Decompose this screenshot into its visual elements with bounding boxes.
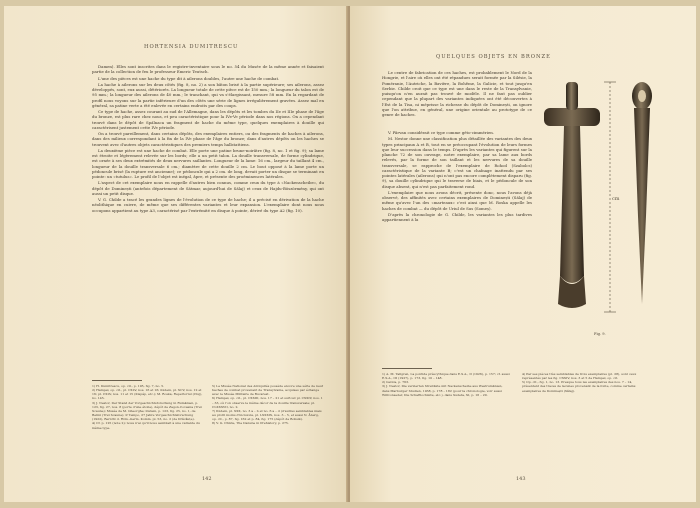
paragraph: L'exemplaire que nous avons décrit, présente donc, nous l'avons déjà observé, des affinités avec certains exemplaires de Dominești (Sălaj) de même qu'avec l'un des «marteaux» c'est ainsi que M. Roska appelle les haches de combat — du dépôt de Uriul de Sus (Someș). — [382, 189, 532, 211]
footnote: 4) Cf. p. 125 (note 2); nous n'ai qu'il nous semblait à une variante du même type. — [92, 421, 200, 430]
footnote-rule — [92, 380, 142, 381]
page-number-right: 143 — [516, 476, 526, 482]
left-body-text — [92, 64, 324, 214]
footnote: 3) J. Nestor, Die verzierten Streitäxte mit Nackenscheibe aus Westrumänien, dans Marburger Studien, 1938, p. 178 – 182 (pour la chronologie, voir aussi Willvonseder, Die Schaftlochäxte, etc.), dans Sudeta, XI, p. 16 – 20. — [382, 384, 503, 397]
scale-label: cm — [612, 196, 620, 202]
footnote: 1) A. M. Tallgren, La pontide préscythique dans E.S.A., II (1926), p. 157; cf. aussi E.S.A., III (1927), p. 173, fig. 10 – 148. — [382, 372, 510, 381]
footnote: 3) J. Nestor, Der Stand der Vorgeschichtsforschung in Rumänien, p. 123, fig. 27, nos. 8 (porte d'une étoile), dépôt de Zagon-Covasna (Treï Scaune); Musée de M. Gheorghe; ibidem, p. 123, fig. 25, no. 1, de Belini (Treï Scaune); P. Tempo, 27 Jahre Vorgeschichtsforschung (1922), Bericht d. Röm.-Germ. Komm. pl. 53, no. 2 (de Drăcăuțe). — [92, 400, 202, 422]
footnotes-left-col — [382, 372, 510, 397]
right-body-text — [382, 130, 532, 223]
left-page — [4, 6, 348, 502]
footnotes-right-col — [212, 384, 324, 426]
axe-front-view — [544, 82, 600, 308]
paragraph: L'aspect de cet exemplaire nous en rappelle d'autres bien connus, comme ceux du type à «Nackenscheibe», du dépôt de Dominești (antefois département de Sătmar, aujourd'hui de Sălaj) et ceux de Hajdu-Böszörmény, qui ont aussi un petit disque. — [92, 180, 324, 196]
paragraph: D'après la chronologie de G. Childe, les variantes les plus tardives appartiennent à la — [382, 211, 532, 222]
footnote: 5) Op. cit., fig. 1, no. 13. Presque tous les exemplaires des nos. 7 – 14, présentent des traces de lacunes provenant de la fonte, comme certains exemplaires de Dominești (Sălaj). — [522, 380, 636, 393]
page-number-left: 142 — [202, 476, 212, 482]
paragraph: M. Nestor donne une classification plus détaillée des variantes des deux types principaux A et B, tout en se préoccupant l'évolution de leurs formes que leur succession dans le temps. D'après les variantes qui figurent sur la planche 72 de son ouvrage, notre exemplaire, par sa lame aux bords relevés, par la forme de son taillant et les nervures de sa douille transversale, se rapproche de l'exemplaire de Rohod (Szabolcs) caractéristique de la variante B; c'est un chaînage inattendu par ses pointes latérales (ailerons) qui n'ont pas encore complètement disparu (fig. 9), sa douille cylindrique qui le traverse de biais, et le pédoncule de son disque absent, qui n'est pas parfaitement rond. — [382, 136, 532, 189]
footnote-rule — [382, 368, 432, 369]
running-head-left: HORTENSIA DUMITRESCU — [144, 44, 239, 50]
running-head-right: QUELQUES OBJETS EN BRONZE — [436, 54, 551, 60]
figure-caption: Fig. 9. — [594, 332, 606, 336]
footnote: 5) Le Musée National des Antiquités possède encore une série de neuf haches de combat provenant de Transylvanie, acquises par échange avec le Musée Militaire de Bucarest. — [212, 384, 323, 397]
paragraph: L'une des pièces est une hache du type dit à ailerons doubles, l'autre une hache de combat. — [98, 75, 280, 81]
paragraph: Damen). Elles sont inscrites dans le registre-inventaire sous le no. 54 du Musée de la même année et faisaient partie de la collection de feu le professeur Emeric Teutsch. — [92, 64, 324, 75]
axe-side-view — [632, 82, 652, 304]
paragraph: On a trouvé pareillement, dans certains dépôts, des exemplaires entiers, ou des fragments de haches à ailerons, dans des milieux correspondant à la fin de la IVe phase de l'âge du bronze; dans d'autres dépôts on les haches se trouvent avec d'autres objets caractéristiques des premiers temps hallstattiens. — [92, 131, 324, 147]
paragraph: Ce type de hache, assez courant au sud de l'Allemagne, dans les dépôts et les tombes du IIe et IIIe phase de l'âge du bronze, est plus rare chez nous, et peu caractéristique pour la IVe-Ve période dans nos régions. On a cependant trouvé dans le dépôt de Spálnaca un fragment de hache du même type, quelques exemplaires à douille qui caractérisent justement cette IVe période. — [92, 109, 324, 130]
paragraph: V. G. Childe a tracé les grandes lignes de l'évolution de ce type de hache; il a précisé en dérivation de la hache néolithique en cuivre, de même que ses différentes variantes et leur expansion. L'exemplaire dont nous nous occupons appartient au type A3, caractérisé par l'extrémité en disque à pointe, dérivé du type A2 (fig. 10). — [92, 197, 324, 213]
battle-axe-figure — [538, 76, 670, 328]
footnotes-left-col — [92, 384, 204, 430]
footnote: 6) Hampel, op. cit., pl. CXXIII, nos. 17 – 21 et surtout pl. CXXIV, nos. 1 – 33, où l'on observe le même décor de la douille transversale; pl. CLXXXVII, no. 2. — [212, 396, 323, 409]
footnote: 2) Hampel, op. cit., pl. CXLV, nos. 16 et 16; ibidem, pl. XCV, nos. 12 et 16; pl. CXLV, nos. 11 et 15 (Kispáp, etc.); M. Roska, Repertoriul (Cluj), no. 145. — [92, 388, 203, 401]
paragraph: V. Pârvan considérait ce type comme géto-cimmérien. — [388, 130, 494, 135]
paragraph: La deuxième pièce est une hache de combat. Elle porte une patine brune-noirâtre (fig. 8, no. 1 et fig. 9); sa lame est étroite et légèrement relevée sur les bords; elle a un petit talon. La douille transversale, de forme cylindrique, est ornée à ses deux extrémités de deux nervures saillantes. Longueur de la lame: 16 cm., largeur du taillant 4 cm., longueur de la douille transversale 6 cm.; diamètre de cette douille 2 cm. Le bout opposé à la lame porte un pédoncule brisé (la rupture est ancienne); ce pédoncule qui a 2 cm. de long, devait porter un disque se terminant en pointe: un «tutulus». Le profil de l'objet est inégal, âpre, et présente des proéminences latérales. — [92, 147, 324, 179]
footnote: 2) Getica, p. 763. — [382, 380, 410, 385]
footnote: 8) V. G. Childe, The Danube in Prehistory, p. 275. — [212, 421, 289, 426]
paragraph: Le centre de fabrication de ces haches, est probablement le Nord de la Hongrie, et l'aire où elles ont été répandues serait formée par la Silésie, la Poméranie, l'Autriche, la Bavière, la Bohême, la Galicie, et tout jusqu'en Serbie. Childe croit que ce type est une dans le reste de la Transylvanie, puisqu'on n'en aurait pas trouvé de modèle. Il ne faut pas oublier cependant que la plupart des variantes indiquées ont été découvertes à l'Est de la Tisa, ni méprisse la richesse du dépôt de Dominești, on ignore que l'on attribue, en général, une origine orientale au prototype de ce genre de haches. — [382, 70, 532, 117]
paragraph: La hache à ailerons sur les deux côtés (fig. 8, no. 2) a son bâton brisé à la partie supérieure; ses ailerons, assez développés, sont, eux aussi, détériorés. La longueur totale de cette pièce est de 150 mm.; la longueur du talon est de 95 mm.; la longueur des ailerons de 40 mm.; le tranchant, qui va s'élargissant, mesure 58 mm. En la regardant de profil nous voyons sur la partie inférieure d'un des côtés une série de lignes irrégulièrement gravées. Assez mal en général, sa patine verte a été enlevée en certains endroits par des coups. — [92, 81, 324, 108]
footnote: 7) Ibidem, pl. XXX, no. 3 a – b et no. 6 a – d (d'autres semblables mais au profil moins d'incisions, pl. LXXXIX, nos. 3 – 5, et aussi N. Åberg, op. cit., p. 87, fig. 162 et p. 84, fig. 175 (dépôt de Bohsik). — [212, 408, 322, 422]
footnotes-right-col — [522, 372, 650, 393]
footnote: 4) Par ses pièces très semblables de trois exemplaires (pl. 28), sont ceux représentés par les fig. CXXIV, nos. 3 et 5 de Hampel, op. cit. — [522, 372, 637, 381]
footnote: 1) H. Dumitrescu, op. cit., p. 195, fig. 7, no. 5. — [92, 384, 165, 388]
right-page — [350, 6, 696, 502]
